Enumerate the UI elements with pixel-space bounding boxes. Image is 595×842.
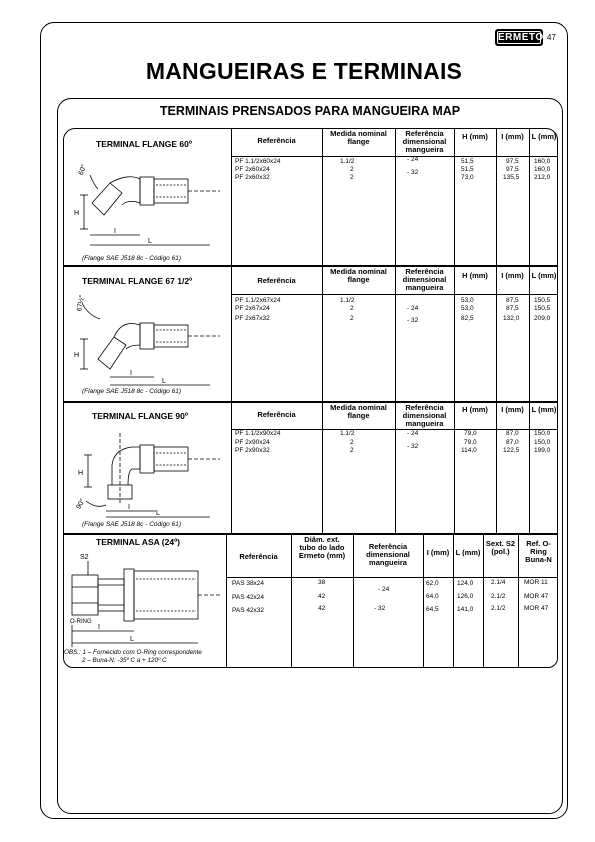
cell-l: 160,0 bbox=[534, 166, 551, 173]
terminal-flange-60-drawing bbox=[70, 155, 228, 253]
cell-i: 87,5 bbox=[506, 297, 519, 304]
svg-text:L: L bbox=[162, 378, 166, 385]
flange-caption: (Flange SAE J518 8c - Código 61) bbox=[82, 255, 181, 262]
col-header-l: L (mm) bbox=[455, 548, 481, 557]
divider bbox=[231, 267, 232, 401]
cell-sextavado: 2.1/2 bbox=[491, 605, 506, 612]
divider bbox=[322, 267, 323, 401]
cell-medida: 1.1/2 bbox=[340, 158, 355, 165]
cell-h: 51,5 bbox=[461, 158, 474, 165]
col-header-referencia: Referência bbox=[257, 276, 296, 285]
cell-mangueira: - 24 bbox=[407, 305, 419, 312]
cell-medida: 2 bbox=[350, 174, 354, 181]
cell-l: 141,0 bbox=[457, 606, 474, 613]
svg-text:L: L bbox=[156, 510, 160, 517]
cell-diametro: 38 bbox=[318, 579, 326, 586]
col-header-referencia: Referência bbox=[239, 552, 278, 561]
divider bbox=[231, 129, 232, 265]
col-header-medida: Medida nominal flange bbox=[330, 267, 387, 284]
svg-text:67½°: 67½° bbox=[76, 294, 87, 312]
cell-i: 97,5 bbox=[506, 166, 519, 173]
col-header-diametro: Diâm. ext. tubo do lado Ermeto (mm) bbox=[298, 535, 346, 560]
svg-text:I: I bbox=[128, 504, 130, 511]
col-header-mangueira: Referência dimensional mangueira bbox=[366, 542, 410, 567]
svg-text:L: L bbox=[130, 636, 134, 643]
cell-medida: 2 bbox=[350, 305, 354, 312]
cell-medida: 2 bbox=[350, 315, 354, 322]
divider bbox=[291, 535, 292, 667]
divider bbox=[518, 535, 519, 667]
divider bbox=[496, 403, 497, 533]
cell-i: 62,0 bbox=[426, 580, 439, 587]
svg-text:I: I bbox=[98, 624, 100, 631]
cell-ref: PAS 42x32 bbox=[232, 607, 265, 614]
cell-i: 135,5 bbox=[503, 174, 520, 181]
divider bbox=[454, 403, 455, 533]
terminal-title: TERMINAL ASA (24º) bbox=[96, 537, 181, 547]
divider bbox=[483, 535, 484, 667]
cell-mangueira: - 24 bbox=[407, 156, 419, 163]
terminal-asa-drawing bbox=[68, 547, 224, 649]
col-header-referencia: Referência bbox=[257, 136, 296, 145]
col-header-mangueira: Referência dimensional mangueira bbox=[402, 129, 447, 154]
cell-l: 150,5 bbox=[534, 305, 551, 312]
cell-l: 150,0 bbox=[534, 439, 551, 446]
divider bbox=[454, 267, 455, 401]
section-flange-67 bbox=[63, 266, 558, 402]
terminal-flange-67-drawing bbox=[70, 289, 228, 389]
svg-text:O-RING: O-RING bbox=[70, 619, 92, 625]
svg-text:L: L bbox=[148, 238, 152, 245]
cell-ref: PAS 42x24 bbox=[232, 594, 265, 601]
divider bbox=[496, 129, 497, 265]
svg-text:I: I bbox=[114, 228, 116, 235]
svg-text:H: H bbox=[74, 210, 80, 217]
svg-text:60°: 60° bbox=[77, 163, 89, 177]
cell-mangueira: - 32 bbox=[407, 317, 419, 324]
cell-ref: PF 1.1/2x90x24 bbox=[235, 430, 281, 437]
cell-ref: PF 1.1/2x60x24 bbox=[235, 158, 281, 165]
cell-i: 122,5 bbox=[503, 447, 520, 454]
cell-mangueira: - 32 bbox=[407, 169, 419, 176]
col-header-h: H (mm) bbox=[462, 405, 488, 414]
cell-h: 73,0 bbox=[461, 174, 474, 181]
cell-i: 132,0 bbox=[503, 315, 520, 322]
cell-oring: MOR 11 bbox=[524, 579, 548, 586]
divider bbox=[454, 129, 455, 265]
cell-l: 209,0 bbox=[534, 315, 551, 322]
cell-ref: PAS 38x24 bbox=[232, 580, 265, 587]
divider bbox=[231, 156, 557, 157]
svg-text:90°: 90° bbox=[75, 497, 87, 511]
section-heading: TERMINAIS PRENSADOS PARA MANGUEIRA MAP bbox=[159, 104, 461, 118]
cell-l: 199,0 bbox=[534, 447, 551, 454]
flange-caption: (Flange SAE J518 8c - Código 61) bbox=[82, 521, 181, 528]
col-header-medida: Medida nominal flange bbox=[330, 129, 387, 146]
cell-medida: 2 bbox=[350, 439, 354, 446]
cell-l: 124,0 bbox=[457, 580, 474, 587]
divider bbox=[231, 294, 557, 295]
col-header-l: L (mm) bbox=[531, 405, 557, 414]
col-header-referencia: Referência bbox=[257, 410, 296, 419]
cell-ref: PF 2x60x24 bbox=[235, 166, 270, 173]
svg-text:I: I bbox=[130, 370, 132, 377]
divider bbox=[231, 403, 232, 533]
cell-i: 87,5 bbox=[506, 305, 519, 312]
col-header-i: I (mm) bbox=[501, 271, 524, 280]
cell-i: 97,5 bbox=[506, 158, 519, 165]
cell-ref: PF 2x67x32 bbox=[235, 315, 270, 322]
cell-l: 150,5 bbox=[534, 297, 551, 304]
obs-note-2: 2 – Buna-N: -35º C a + 120º C bbox=[82, 657, 167, 664]
section-flange-60 bbox=[63, 128, 558, 266]
col-header-sextavado: Sext. S2 (pol.) bbox=[485, 539, 516, 556]
cell-h: 114,0 bbox=[461, 447, 477, 454]
col-header-oring: Ref. O-Ring Buna-N bbox=[525, 539, 552, 564]
cell-diametro: 42 bbox=[318, 593, 326, 600]
brand-logo: ERMETO bbox=[495, 29, 543, 46]
cell-h: 79,0 bbox=[464, 439, 477, 446]
col-header-h: H (mm) bbox=[462, 132, 488, 141]
cell-medida: 1.1/2 bbox=[340, 430, 355, 437]
divider bbox=[529, 129, 530, 265]
cell-mangueira: - 32 bbox=[374, 605, 386, 612]
col-header-h: H (mm) bbox=[462, 271, 488, 280]
col-header-i: I (mm) bbox=[501, 132, 524, 141]
cell-mangueira: - 24 bbox=[407, 430, 419, 437]
cell-h: 53,0 bbox=[461, 297, 474, 304]
cell-diametro: 42 bbox=[318, 605, 326, 612]
col-header-i: I (mm) bbox=[426, 548, 450, 557]
cell-oring: MOR 47 bbox=[524, 593, 549, 600]
svg-text:H: H bbox=[74, 352, 80, 359]
terminal-flange-90-drawing bbox=[70, 425, 228, 521]
cell-h: 82,5 bbox=[461, 315, 474, 322]
cell-l: 212,0 bbox=[534, 174, 551, 181]
cell-medida: 2 bbox=[350, 166, 354, 173]
cell-ref: PF 2x60x32 bbox=[235, 174, 270, 181]
svg-text:H: H bbox=[78, 470, 84, 477]
cell-ref: PF 2x90x32 bbox=[235, 447, 270, 454]
cell-sextavado: 2.1/4 bbox=[491, 579, 506, 586]
cell-mangueira: - 24 bbox=[378, 586, 390, 593]
cell-mangueira: - 32 bbox=[407, 443, 419, 450]
divider bbox=[322, 129, 323, 265]
page-number: 47 bbox=[547, 33, 556, 42]
cell-ref: PF 1.1/2x67x24 bbox=[235, 297, 281, 304]
cell-h: 51,5 bbox=[461, 166, 474, 173]
flange-caption: (Flange SAE J518 8c - Código 61) bbox=[82, 388, 181, 395]
col-header-l: L (mm) bbox=[531, 132, 557, 141]
divider bbox=[529, 403, 530, 533]
cell-sextavado: 2.1/2 bbox=[491, 593, 506, 600]
divider bbox=[226, 577, 557, 578]
cell-i: 64,0 bbox=[426, 593, 439, 600]
terminal-title: TERMINAL FLANGE 67 1/2º bbox=[82, 276, 193, 286]
col-header-l: L (mm) bbox=[531, 271, 557, 280]
cell-medida: 1.1/2 bbox=[340, 297, 355, 304]
col-header-mangueira: Referência dimensional mangueira bbox=[402, 403, 447, 428]
cell-l: 160,0 bbox=[534, 158, 551, 165]
divider bbox=[496, 267, 497, 401]
section-asa-24 bbox=[63, 534, 558, 668]
cell-l: 126,0 bbox=[457, 593, 474, 600]
col-header-medida: Medida nominal flange bbox=[330, 403, 387, 420]
cell-h: 53,0 bbox=[461, 305, 474, 312]
obs-note-1: OBS.: 1 – Fornecido com O-Ring correspondente bbox=[64, 649, 202, 656]
cell-ref: PF 2x67x24 bbox=[235, 305, 270, 312]
col-header-i: I (mm) bbox=[501, 405, 524, 414]
cell-h: 79,0 bbox=[464, 430, 477, 437]
divider bbox=[529, 267, 530, 401]
section-flange-90 bbox=[63, 402, 558, 534]
cell-oring: MOR 47 bbox=[524, 605, 549, 612]
terminal-title: TERMINAL FLANGE 60º bbox=[96, 139, 192, 149]
cell-l: 150,0 bbox=[534, 430, 551, 437]
divider bbox=[322, 403, 323, 533]
cell-i: 87,0 bbox=[506, 439, 519, 446]
col-header-mangueira: Referência dimensional mangueira bbox=[402, 267, 447, 292]
svg-text:S2: S2 bbox=[80, 554, 89, 561]
cell-i: 64,5 bbox=[426, 606, 439, 613]
page-title: MANGUEIRAS E TERMINAIS bbox=[145, 58, 463, 84]
cell-medida: 2 bbox=[350, 447, 354, 454]
cell-i: 87,0 bbox=[506, 430, 519, 437]
terminal-title: TERMINAL FLANGE 90º bbox=[92, 411, 188, 421]
cell-ref: PF 2x90x24 bbox=[235, 439, 270, 446]
